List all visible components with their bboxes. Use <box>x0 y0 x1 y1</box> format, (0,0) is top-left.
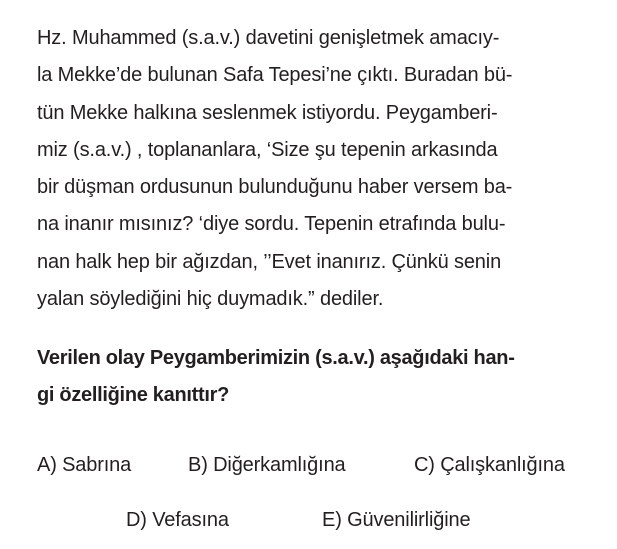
passage-text <box>37 20 597 318</box>
answer-option-d[interactable]: D) Vefasına <box>126 509 229 531</box>
passage-line: yalan söylediğini hiç duymadık.” dediler. <box>37 288 384 311</box>
question-line: gi özelliğine kanıttır? <box>37 384 230 406</box>
passage-line: na inanır mısınız? ‘diye sordu. Tepenin etrafında bulu- <box>37 213 506 236</box>
passage-line: tün Mekke halkına seslenmek istiyordu. Peygamberi- <box>37 101 498 124</box>
answer-option-e[interactable]: E) Güvenilirliğine <box>322 509 471 531</box>
passage-line: bir düşman ordusunun bulunduğunu haber versem ba- <box>37 176 513 199</box>
question-line: Verilen olay Peygamberimizin (s.a.v.) aşağıdaki han- <box>37 347 515 369</box>
question-stem <box>37 340 597 414</box>
passage-line: miz (s.a.v.) , toplananlara, ‘Size şu tepenin arkasında <box>37 138 498 161</box>
passage-line: Hz. Muhammed (s.a.v.) davetini genişletmek amacıy- <box>37 27 500 49</box>
passage-line: la Mekke’de bulunan Safa Tepesi’ne çıktı. Buradan bü- <box>37 64 513 87</box>
passage-line: nan halk hep bir ağızdan, ’’Evet inanırız. Çünkü senin <box>37 250 502 273</box>
answer-option-c[interactable]: C) Çalışkanlığına <box>414 454 565 476</box>
answer-option-b[interactable]: B) Diğerkamlığına <box>188 454 346 476</box>
answer-option-a[interactable]: A) Sabrına <box>37 454 132 476</box>
